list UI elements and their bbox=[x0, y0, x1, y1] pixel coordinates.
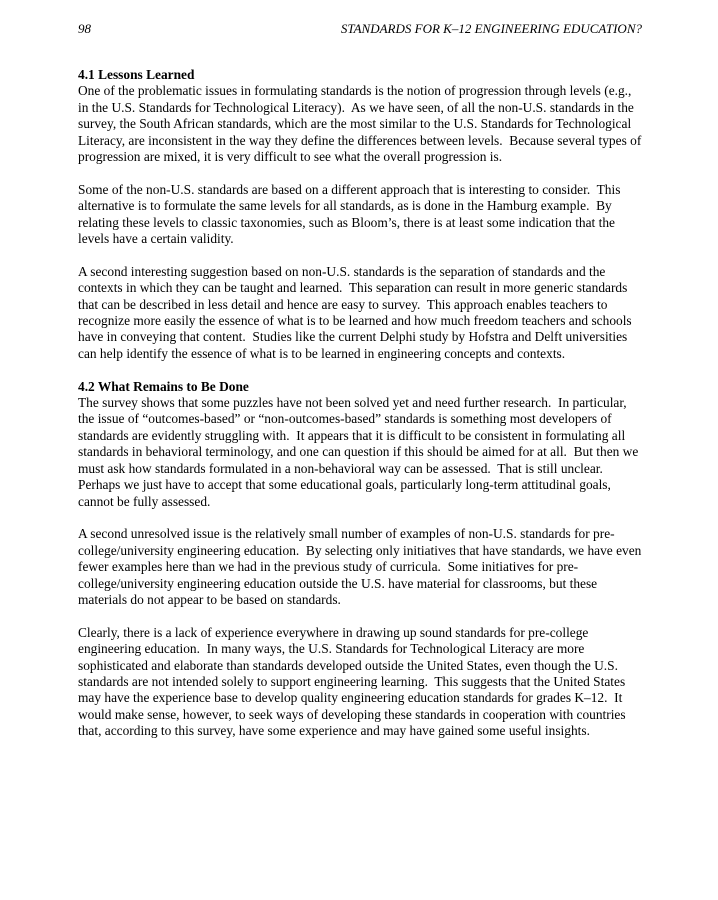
paragraph: A second interesting suggestion based on non-U.S. standards is the separation of standards and the contexts in which they can be taught and learned. This separation can result in more generic standards that can be described in less detail and hence are easy to survey. This approach enables teachers to recognize more easily the essence of what is to be learned and how much freedom teachers and schools have in conveying that content. Studies like the current Delphi study by Hofstra and Delft universities can help identify the essence of what is to be learned in engineering concepts and contexts. bbox=[78, 263, 635, 361]
section bbox=[78, 379, 644, 740]
section-heading: 4.1 Lessons Learned bbox=[78, 67, 195, 82]
paragraph: The survey shows that some puzzles have not been solved yet and need further research. In particular, the issue of “outcomes-based” or “non-outcomes-based” standards is something most developers of standards are evidently struggling with. It appears that it is difficult to be consistent in formulating all standards in behavioral terminology, and one can question if this should be aimed for at all. But then we must ask how standards formulated in a non-behavioral way can be assessed. That is still unclear. Perhaps we just have to accept that some educational goals, particularly long-term attitudinal goals, cannot be fully assessed. bbox=[78, 395, 642, 509]
section bbox=[78, 67, 644, 362]
section-heading: 4.2 What Remains to Be Done bbox=[78, 378, 249, 394]
paragraph: Some of the non-U.S. standards are based on a different approach that is interesting to consider. This alternative is to formulate the same levels for all standards, as is done in the Hamburg example. By relating these levels to classic taxonomies, such as Bloom’s, there is at least some indication that the levels have a certain validity. bbox=[78, 181, 624, 247]
document-body bbox=[78, 67, 644, 740]
running-title: STANDARDS FOR K–12 ENGINEERING EDUCATION? bbox=[340, 21, 642, 36]
paragraph: One of the problematic issues in formulating standards is the notion of progression through levels (e.g., in the U.S. Standards for Technological Literacy). As we have seen, of all the non-U.S. standards in the survey, the South African standards, which are the most similar to the U.S. Standards for Technological Literacy, are inconsistent in the way they define the differences between levels. Because several types of progression are mixed, it is very difficult to see what the overall progression is. bbox=[78, 83, 645, 165]
page-number: 98 bbox=[78, 21, 91, 36]
running-header bbox=[0, 0, 718, 37]
paragraph: Clearly, there is a lack of experience everywhere in drawing up sound standards for pre-college engineering education. In many ways, the U.S. Standards for Technological Literacy are more sophisticated and elaborate than standards developed outside the United States, even though the U.S. standards are not intended solely to support engineering learning. This suggests that the United States may have the experience base to develop quality engineering education standards for grades K–12. It would make sense, however, to seek ways of developing these standards in cooperation with countries that, according to this survey, have some experience and may have gained some useful insights. bbox=[78, 624, 629, 739]
paragraph: A second unresolved issue is the relatively small number of examples of non-U.S. standards for pre-college/university engineering education. By selecting only initiatives that have standards, we have even fewer examples here than we had in the previous study of curricula. Some initiatives for pre-college/university engineering education outside the U.S. have material for classrooms, but these materials do not appear to be based on standards. bbox=[78, 526, 645, 607]
